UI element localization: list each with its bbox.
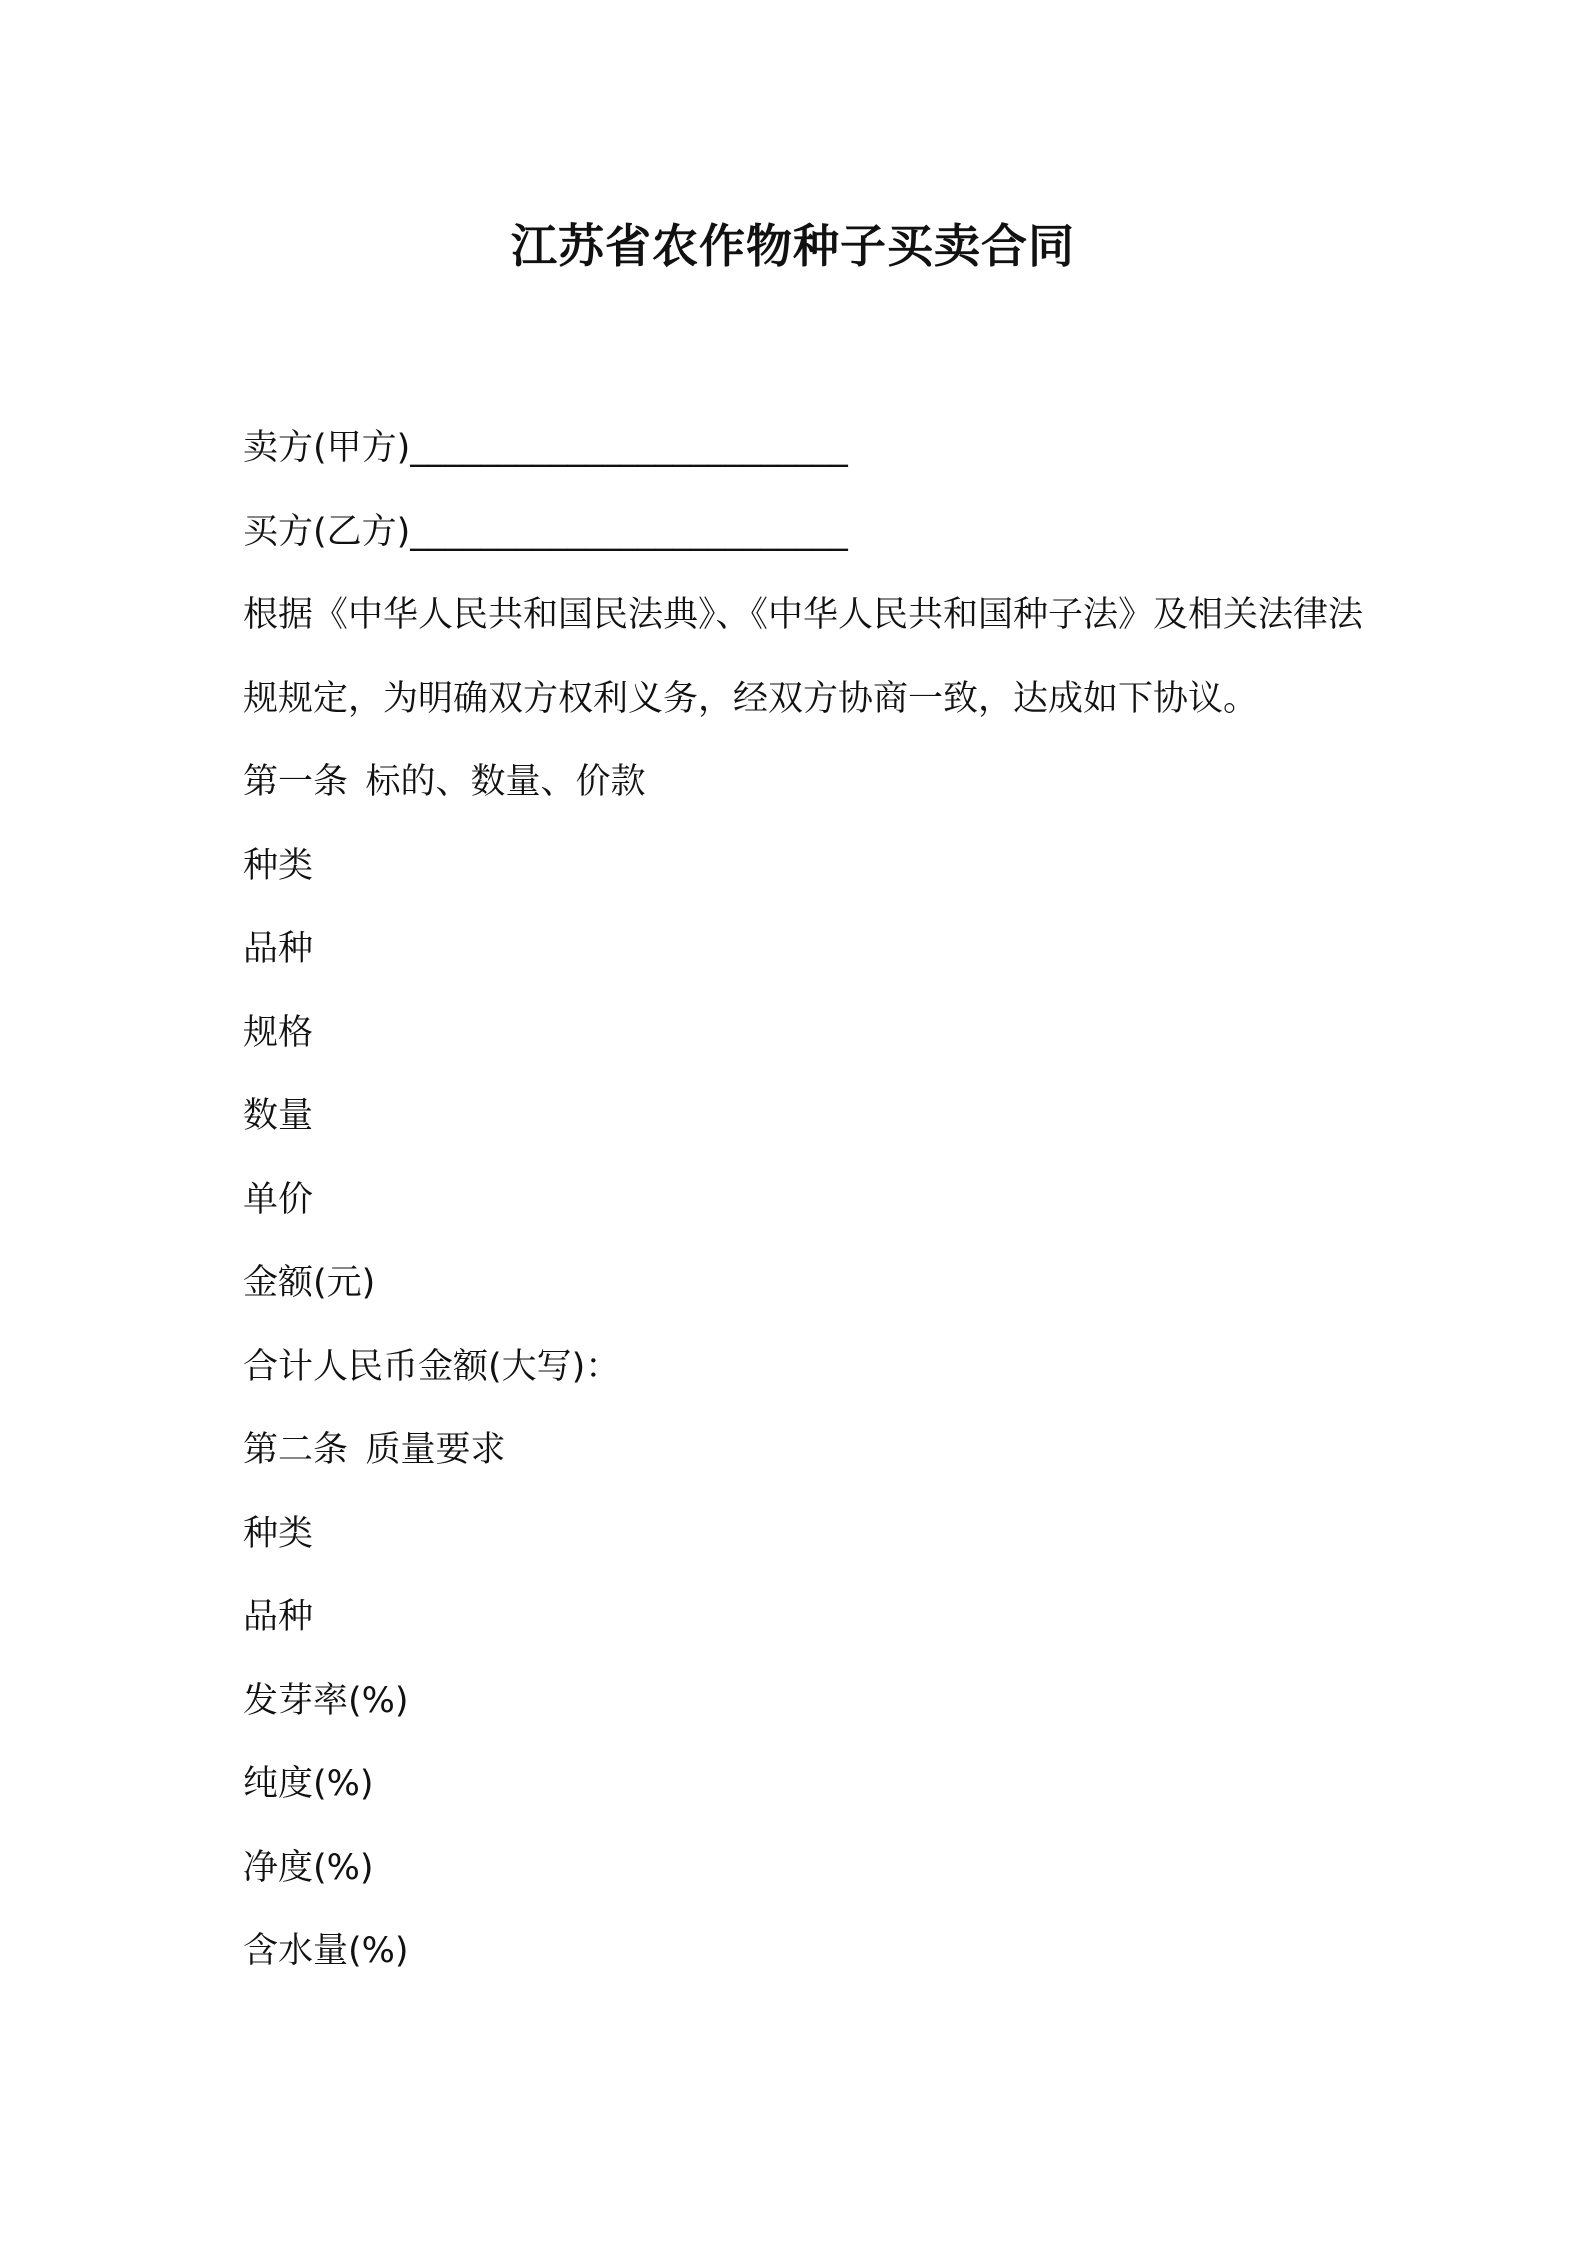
article1-number: 第一条 [243,762,349,802]
document-body [243,407,1363,1994]
document-title: 江苏省农作物种子买卖合同 [511,219,1075,273]
article2-heading [243,1409,1363,1493]
article2-field-purity: 纯度(%) [243,1764,374,1804]
article2-field-moisture: 含水量(%) [243,1931,409,1971]
article1-field-quantity: 数量 [243,1096,314,1136]
buyer-line: 买方(乙方)_________________________ [243,511,848,552]
article1-field-spec: 规格 [243,1012,314,1053]
intro-paragraph: 根据《中华人民共和国民法典》、《中华人民共和国种子法》及相关法律法规规定，为明确双方权利义务，经双方协商一致，达成如下协议。 [243,595,1364,719]
article1-total: 合计人民币金额(大写)： [243,1346,621,1387]
article2-field-kind: 种类 [243,1513,314,1554]
seller-line: 卖方(甲方)_________________________ [243,428,848,468]
article2-number: 第二条 [243,1430,349,1470]
article2-title: 质量要求 [365,1430,506,1470]
article1-field-variety: 品种 [243,929,314,969]
article2-field-variety: 品种 [243,1597,314,1637]
article1-heading [243,741,1363,825]
article1-field-kind: 种类 [243,845,314,886]
article1-field-amount: 金额(元) [243,1263,376,1303]
article2-field-germination: 发芽率(%) [243,1680,409,1721]
article2-field-cleanliness: 净度(%) [243,1847,374,1888]
article1-field-unit-price: 单价 [243,1179,314,1220]
article1-title: 标的、数量、价款 [365,762,646,802]
